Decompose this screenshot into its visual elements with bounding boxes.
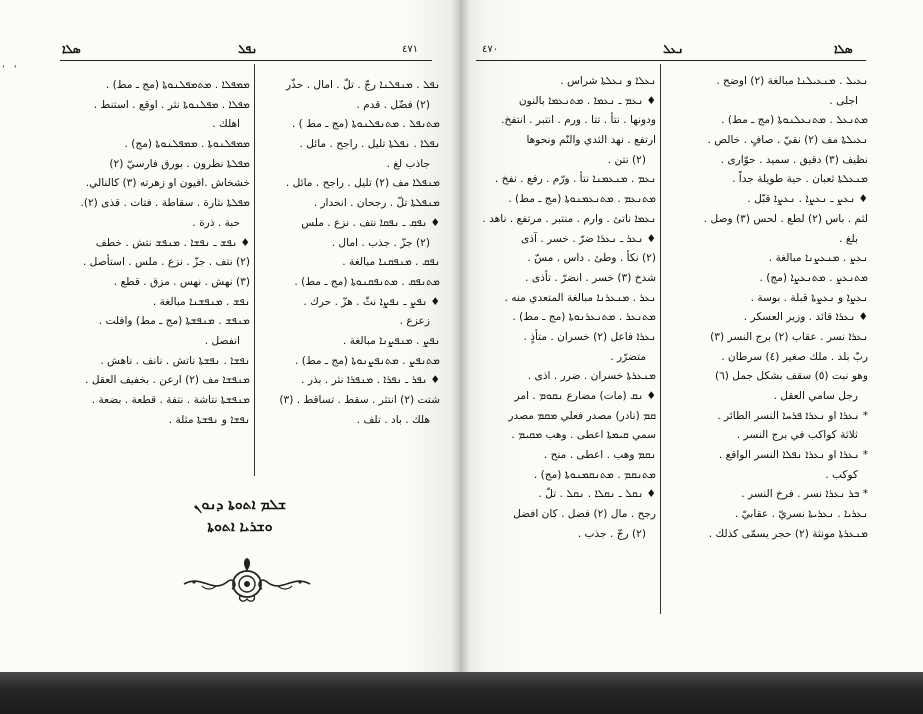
- entry-line: ܢܥܪܝܐ . ܢܥܪܝܬܐ نسريّ . عقابيّ .: [734, 508, 868, 521]
- entry-line: زعزع .: [399, 315, 430, 328]
- entry-line: هلك . باد . تلف .: [356, 413, 430, 426]
- entry-line: ܡܬܢܦܠ . ܡܬܢܦܠܢܘܬܐ (مج ـ مط ) .: [291, 118, 440, 131]
- left-column-divider: [254, 64, 255, 476]
- entry-line: ܢܦܩ . ܡܢܦܩܢܐ مبالغة .: [342, 256, 440, 269]
- entry-line: ܢܥܪܐ فاعل (٢) خسران . متأذٍ .: [523, 330, 656, 343]
- entry-line: ܡܦܠܬܐ نثارة . سقاطة . فتات . قذى (٢).: [80, 197, 250, 210]
- left-header-root: ܢܦܠ: [238, 42, 258, 56]
- entry-line: حبة . ذرة .: [192, 216, 240, 229]
- entry-line: ܢܦܫ . ܡܢܦܫܢܐ مبالغة .: [152, 295, 250, 308]
- entry-line: ܢܥܨܐ و ܢܥܨܬܐ قبلة . بوسة .: [750, 291, 868, 304]
- entry-line: ♦ ܢܥܪܐ قائد . وزير العسكر .: [743, 311, 868, 324]
- entry-line: (٢) جزّ . جذب . امال .: [331, 236, 430, 249]
- entry-line: ♦ ܢܥܡ ـ ܢܥܡܐ . ܡܬܢܥܡܐ بالنون: [518, 94, 656, 107]
- entry-line: رجح . مال (٢) فضل . كان افضل: [513, 508, 656, 521]
- entry-line: ܡܢܦܫܬܐ نتاشة . نتفة . قطعة . بضعة .: [91, 394, 250, 406]
- entry-line: ارتفع . نهد الثدي والنّم ونحوها: [526, 134, 656, 147]
- colophon-line: ܘܫܪܝܐ ܐܬܘܬܐ: [207, 519, 273, 535]
- entry-line: ودونها . نتأ . تتا . ورم . انتبر . انتفخ.: [501, 114, 656, 127]
- entry-line: * ܒܪ ܢܥܪܐ نسر . فرخ النسر .: [741, 488, 868, 501]
- section-colophon: [150, 494, 330, 538]
- entry-line: ܢܥܨ . ܡܢܥܨܢܐ مبالغة .: [768, 252, 868, 265]
- entry-line: ܡܬܢܦܩ . ܡܬܢܦܩܢܘܬܐ (مج ـ مط) .: [294, 275, 440, 288]
- entry-line: ܡܢܦܫܐ مف (٢) ارعن . بخفيف العقل .: [85, 374, 250, 387]
- entry-line: ܡܦܠܬܐ نطرون . بورق فارسيّ (٢): [109, 157, 250, 170]
- entry-line: لثم . باس (٢) لطع . لحس (٣) وصل .: [703, 212, 868, 225]
- entry-line: ܡܢܥܠܬܐ ثعبان . حية طويلة جداً .: [732, 173, 868, 186]
- entry-line: (٢) نتف . جزّ . نزع . ملس . استأصل .: [82, 256, 250, 269]
- entry-line: ܢܥܝܠ . ܡܢܥܝܠܢܐ مبالغة (٢) اوضح .: [716, 75, 868, 87]
- entry-line: ܡܬܢܥܪ . ܡܬܢܥܪܢܘܬܐ (مج ـ مط) .: [512, 311, 656, 324]
- entry-line: ♦ ܢܩ (مات) مضارع ܢܩܘܡ . امر: [514, 390, 656, 402]
- book-gutter: [450, 0, 470, 672]
- entry-line: ܡܢܦܠܬܐ تلّ . رجحان . انحدار .: [313, 197, 440, 210]
- entry-line: شتت (٢) انتثر . سقط . تساقط . (٣): [279, 394, 440, 406]
- right-column-divider: [660, 64, 661, 614]
- right-header-rule: [476, 60, 866, 61]
- ornament-vignette-icon: [182, 556, 312, 604]
- entry-line: متضرّر .: [610, 350, 646, 363]
- entry-line: ♦ ܢܦܪ ـ ܢܦܪܐ . ܡܢܦܪܐ نثر . بذر .: [301, 374, 440, 387]
- entry-line: ܢܦܠ . ܡܢܦܠܢܐ رجّ . تلّ . امال . حذّر: [286, 79, 440, 91]
- entry-line: ܡܢܥܪܬܐ خسران . ضرر . اذى .: [527, 370, 656, 383]
- entry-line: ܡܢܥܪܬܐ مونثة (٢) حجر يسمّى كذلك .: [708, 527, 868, 540]
- entry-line: وهو نبت (٥) سقف بشكل جمل (٦): [714, 370, 868, 383]
- right-header-keyword: ܣܠܐ: [834, 42, 853, 56]
- entry-line: ܡܦܠܐ . ܡܦܠܢܘܬܐ نثر . اوقع . استنط .: [93, 98, 250, 111]
- entry-line: ܡܬܢܥܨ . ܡܬܢܥܨܐ (مج) .: [759, 271, 868, 284]
- right-header-root: ܢܥܠ: [663, 42, 684, 56]
- left-page-right-column: [258, 76, 440, 430]
- scanner-edge: [0, 672, 923, 714]
- entry-line: ܡܬܢܥܡ . ܡܬܢܥܡܢܘܬܐ (مج ـ مط) .: [508, 193, 656, 206]
- left-header-rule: [60, 60, 432, 61]
- entry-line: ܡܡܦܠܐ . ܡܬܡܦܠܢܘܬܐ (مج ـ مط) .: [105, 79, 250, 91]
- entry-line: * ܢܥܪܐ او ܢܥܪܐ ܦܪܚܐ النسر الطائر .: [717, 409, 868, 422]
- entry-line: اجلى .: [829, 94, 858, 107]
- entry-line: (٣) نهش . نهس . مزق . قطع .: [113, 275, 250, 288]
- entry-line: انفصل .: [204, 334, 240, 347]
- entry-line: (٢) نكأ . وطئ . داس . مسّ .: [527, 252, 656, 265]
- entry-line: ܡܬܢܥܠ . ܡܬܢܥܠܢܘܬܐ (مج ـ مط) .: [721, 114, 868, 127]
- entry-line: ♦ ܢܦܩ ـ ܢܦܩܐ نتف . نزع . ملس: [301, 216, 440, 229]
- entry-line: ܢܥܝܠܬܐ مف (٢) نقيّ . صافٍ . خالص .: [707, 134, 868, 147]
- entry-line: كوكب .: [825, 468, 858, 481]
- right-page-left-column: [474, 72, 656, 545]
- entry-line: ܢܩܡ وهب . اعطى . منح .: [543, 449, 656, 462]
- entry-line: ܢܥܡ . ܡܢܥܡܢܐ نتأ . ورّم . رفع . نفخ .: [494, 173, 656, 186]
- entry-line: بلغ .: [839, 232, 858, 245]
- entry-line: ܩܡ (نادر) مصدر فعلي ܡܩܡ مصدر: [508, 409, 656, 422]
- entry-line: ܢܥܪܐ نسر . عقاب (٢) برج النسر (٣): [710, 330, 868, 343]
- entry-line: (٢) نتن .: [607, 153, 646, 166]
- entry-line: ܡܢܦܠܐ مف (٢) تليل . راجح . مائل .: [285, 177, 440, 190]
- entry-line: ܡܢܦܫ . ܡܢܦܫܬܐ (مج ـ مط) وافلت .: [98, 315, 250, 328]
- entry-line: شدخ (٣) خسر . انضرّ . تأذى .: [525, 271, 656, 284]
- left-page-number: ٤٧١: [402, 44, 419, 55]
- entry-line: ܡܬܢܩܡ . ܡܬܢܩܡܢܘܬܐ (مج) .: [533, 468, 656, 481]
- entry-line: ܢܥܡܐ ناتئ . وارم . منتبر . مرتفع . ناهد .: [482, 212, 656, 225]
- entry-line: ܢܦܫܐ و ܢܦܫܬܐ مثلة .: [168, 413, 250, 426]
- entry-line: جاذب لغ .: [386, 157, 430, 170]
- entry-line: خشخاش .افيون او زهرته (٣) كالنالي.: [85, 177, 250, 190]
- entry-line: ♦ ܢܥܪ ـ ܢܥܪܐ ضرّ . خسر . آذى: [520, 232, 656, 245]
- right-page-right-column: [666, 72, 868, 545]
- entry-line: ܡܬܢܦܨ . ܡܬܢܦܨܢܘܬܐ (مج ـ مط) .: [294, 354, 440, 367]
- entry-line: (٢) فضّل . قدم .: [356, 98, 430, 111]
- entry-line: رجل سامي العقل .: [773, 390, 858, 402]
- entry-line: اهلك .: [212, 118, 240, 131]
- entry-line: ܢܥܪ . ܡܢܥܪܢܐ مبالغة المتعدي منه .: [504, 291, 656, 304]
- entry-line: * ܢܥܪܐ او ܢܥܪܐ ܢܦܠܐ النسر الواقع .: [718, 449, 868, 462]
- entry-line: ربّ بلد . ملك صغير (٤) سرطان .: [721, 350, 868, 363]
- entry-line: ♦ ܢܥܨ ـ ܢܥܨܐ . ܢܥܨܐ قبّل .: [747, 193, 868, 206]
- entry-line: ♦ ܢܩܠ ـ ܢܩܠܐ . ܢܩܠ . تلّ .: [538, 488, 656, 501]
- right-page-number: ٤٧٠: [482, 44, 499, 55]
- entry-line: سمي ܩܝܡܬܐ اعطى . وهب ܡܩܝܡ .: [511, 429, 656, 442]
- entry-line: ♦ ܢܦܨ ـ ܢܦܨܐ نثّ . هزّ . حرك .: [303, 295, 440, 308]
- entry-line: (٢) رجّ . جذب .: [577, 527, 646, 540]
- entry-line: ♦ ܢܦܫ ـ ܢܦܫܐ . ܡܢܦܫ نتش . خطف: [95, 236, 250, 249]
- colophon-line: ܫܠܡ ܐܬܘܬܐ ܕܢܘܢ: [193, 497, 287, 513]
- left-header-keyword: ܣܠܐ: [62, 42, 81, 56]
- entry-line: ثلاثة كواكب في برج النسر .: [736, 429, 858, 442]
- left-page-left-column: [62, 76, 250, 430]
- entry-line: نظيف (٣) دقيق . سميد . حوّارى .: [720, 153, 868, 166]
- entry-line: ܢܦܨ . ܡܢܦܨܢܐ مبالغة .: [342, 334, 440, 347]
- entry-line: ܢܦܫܐ . ܢܦܫܬܐ ناتش . نانف . ناهش .: [100, 354, 250, 367]
- margin-marks: ' ': [2, 64, 20, 75]
- entry-line: ܢܦܠܐ . ܢܦܠܬܐ تليل . راجح . مائل .: [299, 138, 440, 151]
- entry-line: ܢܥܠܐ و ܢܥܠܬܐ شراس .: [560, 75, 656, 87]
- entry-line: ܡܡܦܠܢܘܬܐ . ܡܡܦܠܢܘܬܐ (مج) .: [124, 138, 250, 151]
